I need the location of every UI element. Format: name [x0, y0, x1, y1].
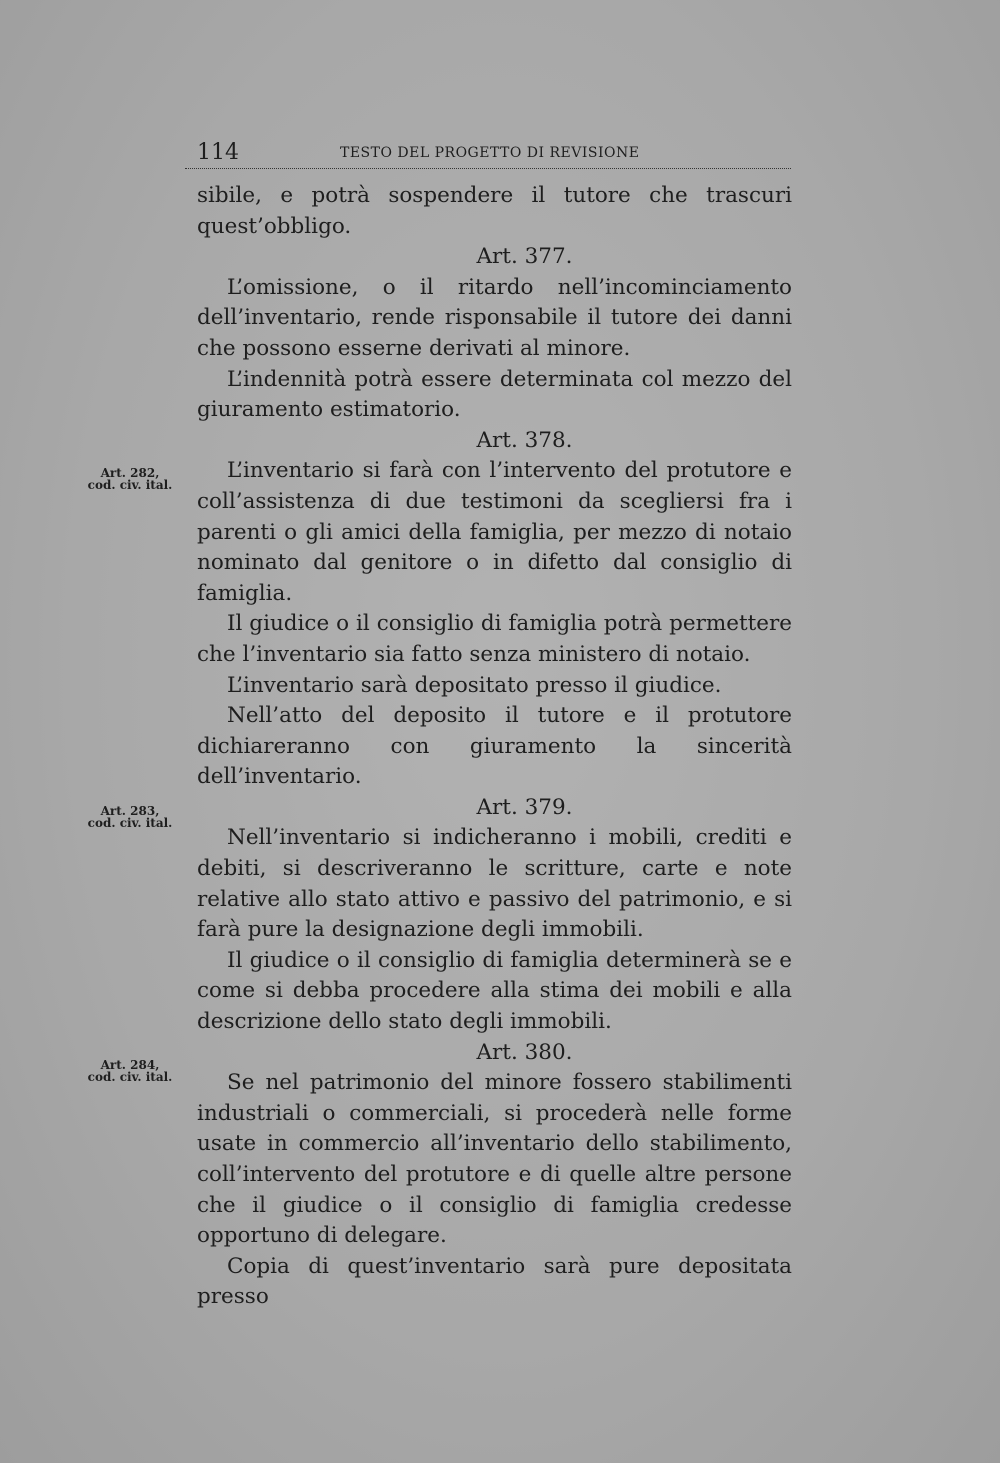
paragraph: Copia di quest’inventario sarà pure depositata presso — [197, 1253, 792, 1310]
paragraph: L’inventario si farà con l’intervento del protutore e coll’assistenza di due testimoni da scegliersi fra i parenti o gli amici della famiglia, per mezzo di notaio nominato dal genitore o in difetto dal consiglio di famiglia. — [197, 458, 792, 606]
paragraph: Nell’inventario si indicheranno i mobili, crediti e debiti, si descriveranno le scritture, carte e note relative allo stato attivo e passivo del patrimonio, e si farà pure la designazione degli immobili. — [197, 825, 792, 943]
margin-note-art-284 — [80, 1059, 180, 1083]
paragraph: sibile, e potrà sospendere il tutore che trascuri quest’obbligo. — [197, 183, 792, 239]
running-title: TESTO DEL PROGETTO DI REVISIONE — [340, 145, 640, 161]
margin-note-article: Art. 283, — [100, 804, 160, 818]
paragraph: L’inventario sarà depositato presso il giudice. — [227, 672, 722, 698]
article-heading-379: Art. 379. — [476, 794, 573, 820]
paragraph: L’indennità potrà essere determinata col mezzo del giuramento estimatorio. — [197, 366, 792, 423]
margin-note-article: Art. 282, — [100, 466, 160, 480]
paragraph: Il giudice o il consiglio di famiglia determinerà se e come si debba procedere alla stima dei mobili e alla descrizione dello stato degli immobili. — [197, 947, 792, 1035]
margin-note-article: Art. 284, — [100, 1058, 160, 1072]
paragraph: L’omissione, o il ritardo nell’incominciamento dell’inventario, rende risponsabile il tutore dei danni che possono esserne derivati al minore. — [197, 274, 792, 361]
article-heading-377: Art. 377. — [476, 244, 573, 270]
article-heading-378: Art. 378. — [476, 427, 573, 453]
page-header — [197, 140, 791, 166]
page-number: 114 — [197, 140, 239, 165]
article-heading-380: Art. 380. — [476, 1039, 573, 1065]
margin-note-art-282 — [80, 467, 180, 491]
margin-note-code: cod. civ. ital. — [87, 1070, 173, 1084]
header-rule — [185, 168, 791, 169]
paragraph: Se nel patrimonio del minore fossero stabilimenti industriali o commerciali, si procederà nelle forme usate in commercio all’inventario dello stabilimento, coll’intervento del protutore e di quelle altre persone che il giudice o il consiglio di famiglia credesse opportuno di delegare. — [197, 1070, 792, 1249]
margin-note-code: cod. civ. ital. — [87, 478, 173, 492]
margin-note-code: cod. civ. ital. — [87, 816, 173, 830]
paragraph: Nell’atto del deposito il tutore e il protutore dichiareranno con giuramento la sincerità dell’inventario. — [197, 703, 792, 790]
body-text — [197, 181, 792, 1313]
margin-note-art-283 — [80, 805, 180, 829]
paragraph: Il giudice o il consiglio di famiglia potrà permettere che l’inventario sia fatto senza ministero di notaio. — [197, 611, 792, 667]
